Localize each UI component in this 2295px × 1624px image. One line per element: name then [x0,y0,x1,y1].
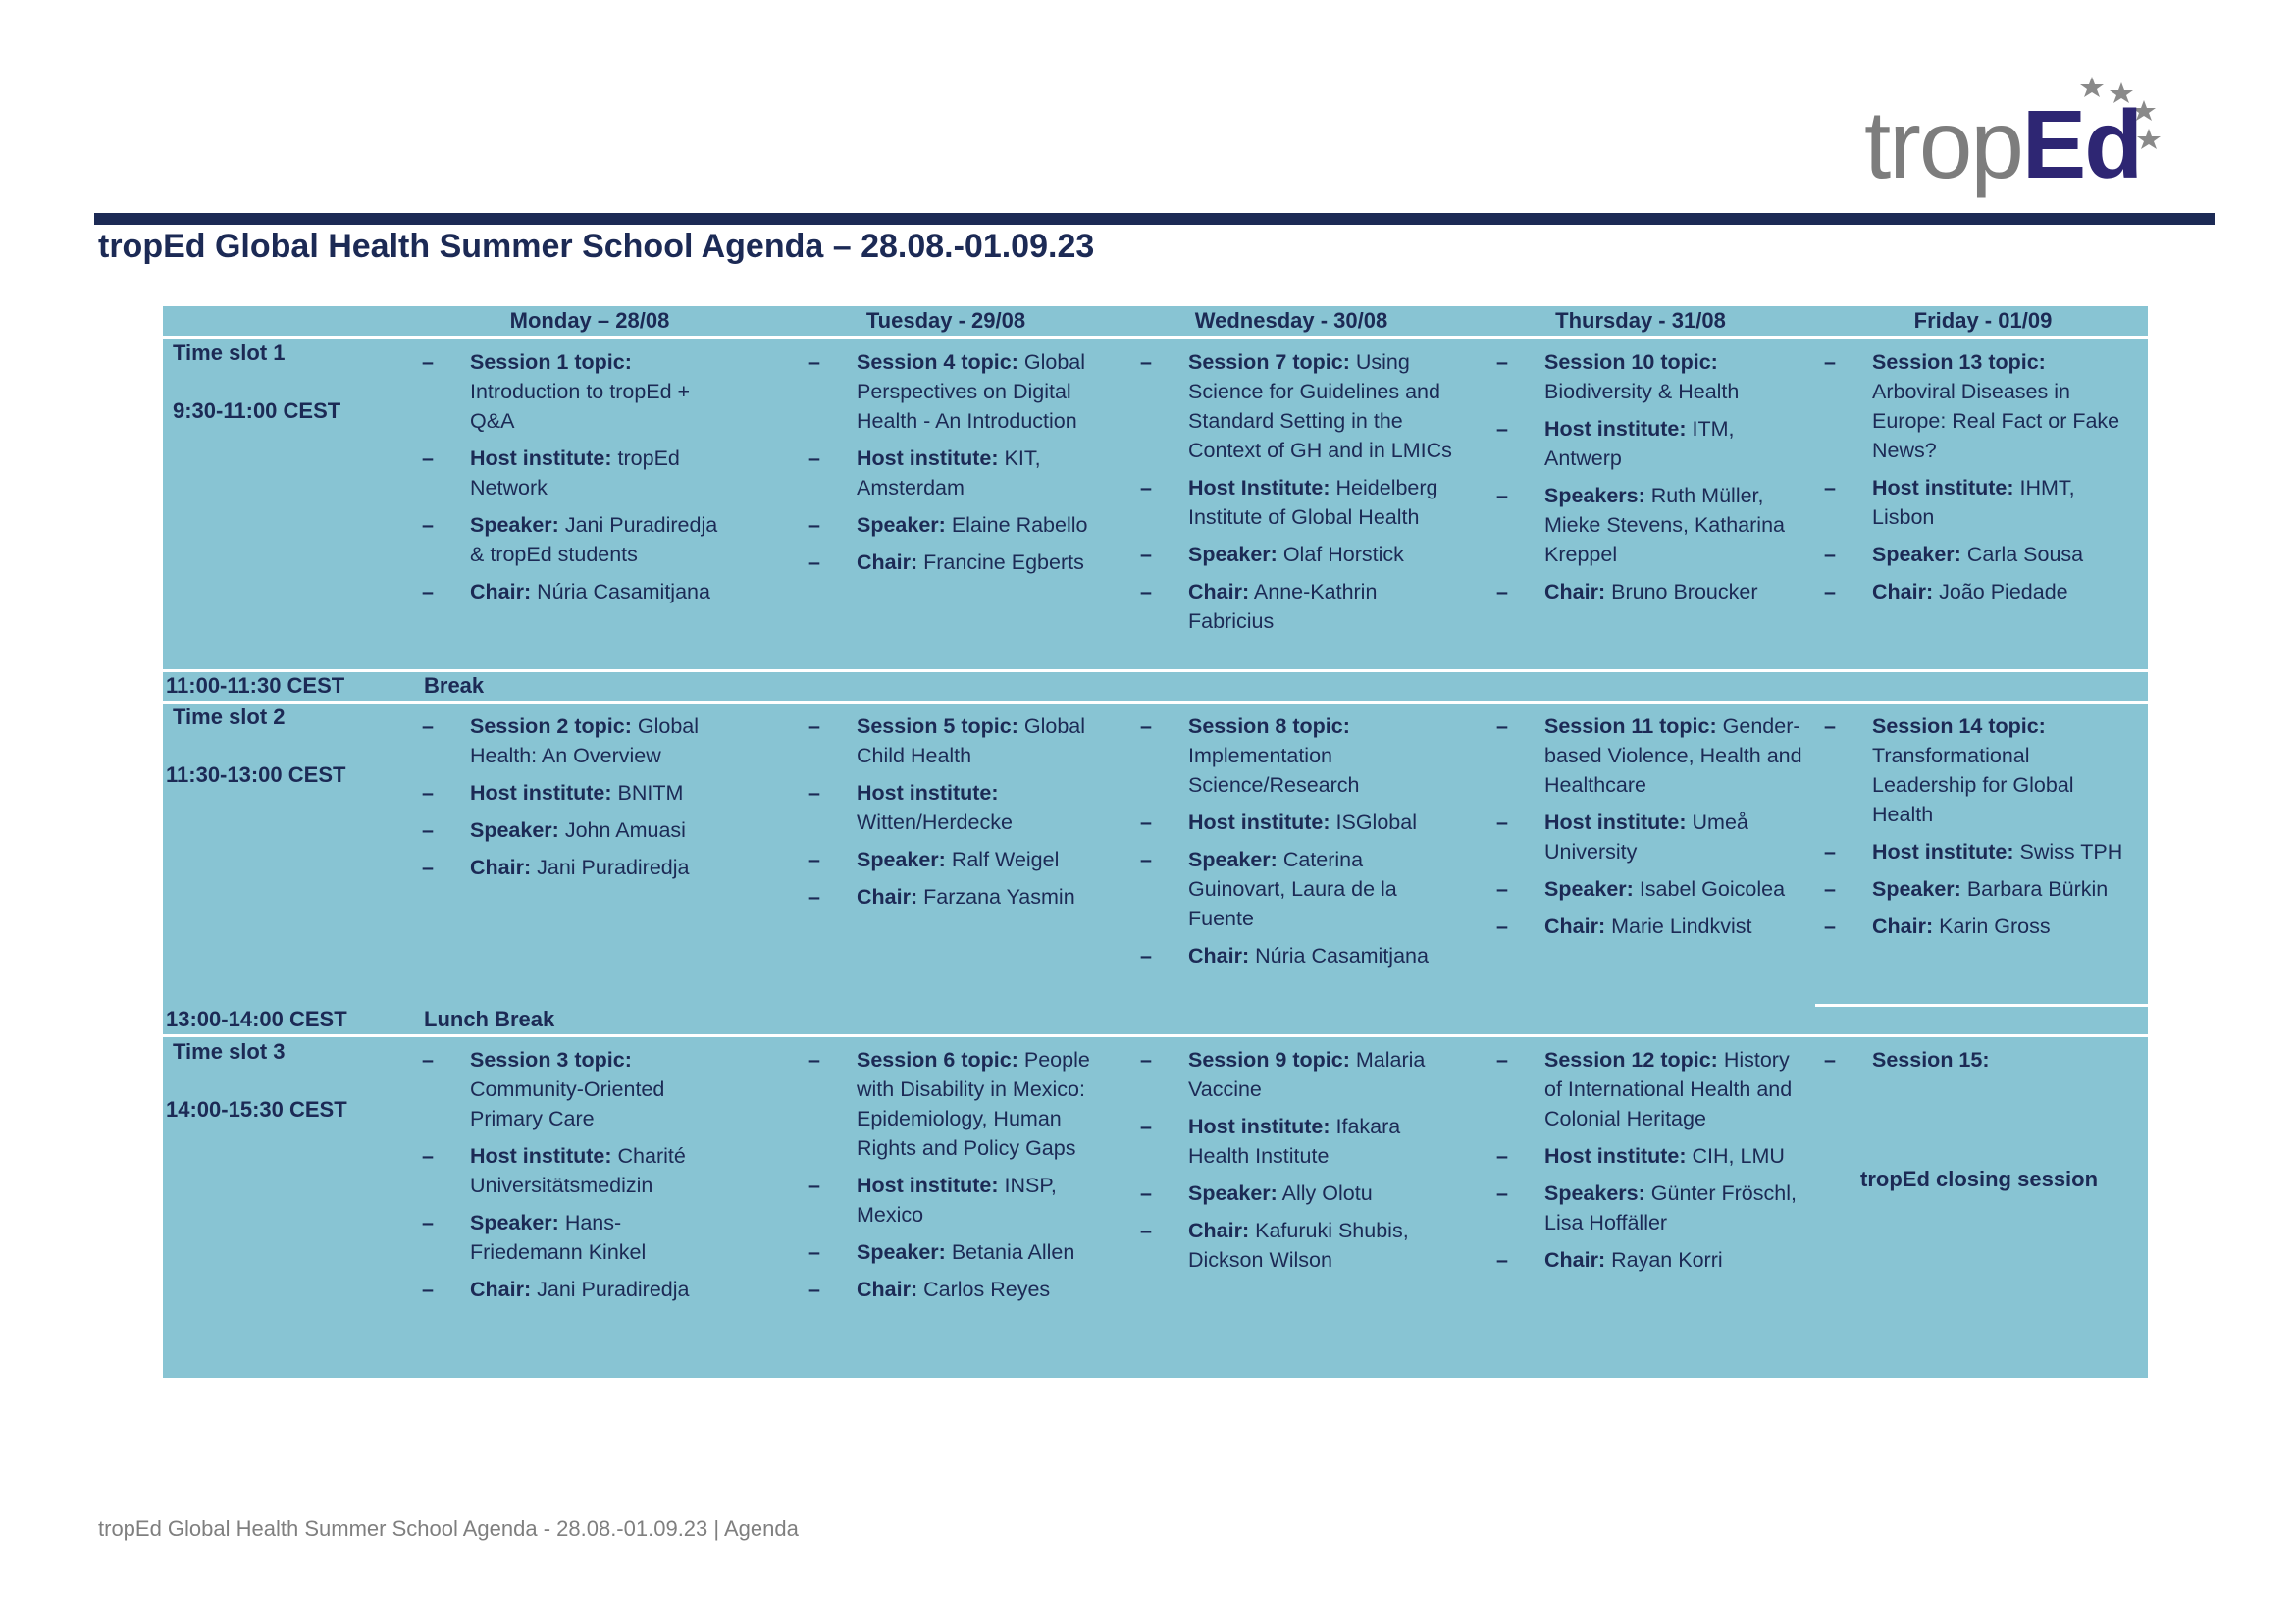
session-entry [1824,540,2133,569]
session-field-label: Chair: [470,856,532,879]
dash-bullet: – [422,856,434,879]
dash-bullet: – [422,580,434,603]
dash-bullet: – [1824,915,1836,938]
session-field-value: CIH, LMU [1692,1144,1785,1168]
session-entry [808,548,1118,577]
dash-bullet: – [1824,350,1836,374]
session-field-value: Marie Lindkvist [1611,915,1752,938]
dash-bullet: – [1140,1219,1152,1242]
session-entry [422,711,731,770]
session-cell-s3-tue [808,1045,1118,1312]
session-field-label: Speaker: [470,818,559,842]
session-field-label: Speaker: [1188,543,1278,566]
session-field-value: Ally Olotu [1281,1181,1373,1205]
session-field-value: Farzana Yasmin [923,885,1075,909]
dash-bullet: – [1824,543,1836,566]
session-field-value: INSP, Mexico [857,1174,1057,1227]
session-field-value: Jani Puradiredja [537,856,690,879]
session-field-value: Arboviral Diseases in Europe: Real Fact or Fake News? [1872,380,2120,462]
dash-bullet: – [1824,877,1836,901]
break-1-time: 11:00-11:30 CEST [166,673,345,698]
session-cell-s2-fri [1824,711,2133,949]
session-field-label: Speaker: [470,513,559,537]
dash-bullet: – [808,714,820,738]
session-field-label: Host institute: [1188,811,1330,834]
session-entry [808,711,1118,770]
session-field-value: Elaine Rabello [951,513,1088,537]
session-field-value: Barbara Bürkin [1966,877,2109,901]
dash-bullet: – [1496,484,1508,507]
session-cell-s1-mon [422,347,731,614]
session-entry [1824,837,2133,866]
slot-3-time: 14:00-15:30 CEST [166,1097,347,1122]
session-field-label: Chair: [470,1278,532,1301]
dash-bullet: – [422,350,434,374]
session-entry [1496,577,1805,606]
session-entry [1496,414,1805,473]
session-field-label: Speakers: [1544,484,1645,507]
dash-bullet: – [1496,1144,1508,1168]
session-field-value: Jani Puradiredja [537,1278,690,1301]
session-field-label: Host institute: [1872,476,2014,499]
break-2-label: Lunch Break [424,1007,555,1031]
day-header-monday: Monday – 28/08 [509,308,670,333]
dash-bullet: – [422,1048,434,1072]
session-entry [1140,1179,1449,1208]
session-entry [422,577,731,606]
dash-bullet: – [808,513,820,537]
dash-bullet: – [1140,1048,1152,1072]
session-field-value: Witten/Herdecke [857,811,1013,834]
session-entry [422,1275,731,1304]
session-entry [808,1275,1118,1304]
session-field-value: Heidelberg Institute of Global Health [1188,476,1438,529]
session-entry [808,1045,1118,1163]
session-entry [1140,845,1449,933]
session-field-label: Speaker: [857,1240,946,1264]
session-field-value: Swiss TPH [2019,840,2123,864]
session-field-label: Host Institute: [1188,476,1330,499]
session-field-label: Speaker: [1872,877,1961,901]
session-field-label: Session 10 topic: [1544,350,1718,374]
session-field-value: Caterina Guinovart, Laura de la Fuente [1188,848,1397,930]
session-entry [808,444,1118,502]
session-entry [1824,577,2133,606]
dash-bullet: – [422,714,434,738]
dash-bullet: – [1496,417,1508,441]
session-entry [1140,473,1466,532]
dash-bullet: – [422,513,434,537]
dash-bullet: – [1140,944,1152,968]
session-field-value: Carlos Reyes [923,1278,1051,1301]
session-entry [1496,1045,1805,1133]
dash-bullet: – [1140,848,1152,871]
session-field-label: Chair: [857,550,918,574]
dash-bullet: – [422,781,434,805]
session-field-label: Speaker: [1872,543,1961,566]
session-field-label: Session 5 topic: [857,714,1018,738]
session-cell-s1-fri [1824,347,2133,614]
session-field-value: Núria Casamitjana [537,580,710,603]
dash-bullet: – [1496,1181,1508,1205]
dash-bullet: – [422,1144,434,1168]
session-field-label: Session 9 topic: [1188,1048,1350,1072]
session-entry [1824,473,2133,532]
session-field-value: Karin Gross [1939,915,2051,938]
dash-bullet: – [808,1278,820,1301]
session-field-value: Introduction to tropEd + Q&A [470,380,691,433]
dash-bullet: – [1496,1048,1508,1072]
session-entry [1140,941,1449,970]
session-field-label: Session 8 topic: [1188,714,1350,738]
session-entry [1140,808,1449,837]
session-field-value: Implementation Science/Research [1188,744,1360,797]
session-field-label: Speaker: [1188,1181,1278,1205]
slot-1-time: 9:30-11:00 CEST [173,398,341,423]
day-header-wednesday: Wednesday - 30/08 [1194,308,1388,333]
session-field-label: Session 11 topic: [1544,714,1717,738]
session-field-value: ITM, Antwerp [1544,417,1735,470]
session-field-label: Session 2 topic: [470,714,632,738]
session-field-label: Speaker: [857,848,946,871]
closing-session-label: tropEd closing session [1860,1167,2099,1191]
session-field-label: Host institute: [857,781,999,805]
session-field-value: Global Child Health [857,714,1086,767]
session-entry [1824,912,2133,941]
dash-bullet: – [1496,811,1508,834]
session-entry [1496,874,1805,904]
dash-bullet: – [1496,714,1508,738]
dash-bullet: – [1140,543,1152,566]
session-field-label: Chair: [470,580,532,603]
session-field-value: History of International Health and Colonial Heritage [1544,1048,1793,1130]
session-entry [808,778,1118,837]
session-field-label: Chair: [1188,1219,1250,1242]
session-field-value: Betania Allen [951,1240,1075,1264]
session-field-value: Charité Universitätsmedizin [470,1144,686,1197]
session-field-label: Host institute: [470,446,612,470]
session-field-value: Rayan Korri [1611,1248,1723,1272]
dash-bullet: – [1824,1048,1836,1072]
session-field-label: Chair: [857,885,918,909]
session-entry [422,347,731,436]
session-field-label: Host institute: [857,446,999,470]
session-entry [1140,1112,1449,1171]
session-entry [1824,874,2133,904]
dash-bullet: – [1140,1181,1152,1205]
session-field-value: People with Disability in Mexico: Epidemiology, Human Rights and Policy Gaps [857,1048,1090,1160]
row-divider [163,336,2148,339]
session-entry [422,815,731,845]
slot-2-time: 11:30-13:00 CEST [166,762,346,787]
session-field-label: Chair: [1544,580,1606,603]
session-field-value: Ralf Weigel [951,848,1060,871]
slot-2-name: Time slot 2 [173,705,286,729]
dash-bullet: – [808,1048,820,1072]
session-entry [422,778,731,808]
session-entry [422,510,731,569]
dash-bullet: – [1140,580,1152,603]
session-field-label: Speaker: [1544,877,1634,901]
session-entry [1140,1045,1449,1104]
session-cell-s1-wed [1140,347,1466,644]
session-field-value: Hans-Friedemann Kinkel [470,1211,647,1264]
session-field-label: Speakers: [1544,1181,1645,1205]
session-field-value: Transformational Leadership for Global Health [1872,744,2074,826]
session-cell-s2-tue [808,711,1118,919]
session-field-value: Anne-Kathrin Fabricius [1188,580,1378,633]
page-title: tropEd Global Health Summer School Agenda – 28.08.-01.09.23 [98,228,1095,265]
session-field-value: Using Science for Guidelines and Standard Setting in the Context of GH and in LMICs [1188,350,1452,462]
session-cell-s1-tue [808,347,1118,585]
dash-bullet: – [1496,915,1508,938]
dash-bullet: – [1140,1115,1152,1138]
session-field-value: Ifakara Health Institute [1188,1115,1401,1168]
session-field-label: Host institute: [470,1144,612,1168]
dash-bullet: – [1496,580,1508,603]
dash-bullet: – [1140,811,1152,834]
day-header-friday: Friday - 01/09 [1913,308,2053,333]
session-field-label: Speaker: [857,513,946,537]
session-entry [1496,1141,1805,1171]
session-entry [422,1208,731,1267]
session-entry [422,1141,731,1200]
session-field-label: Session 15: [1872,1048,1990,1072]
session-field-value: Olaf Horstick [1282,543,1404,566]
row-divider [1815,1004,2148,1007]
session-entry [1824,347,2133,465]
session-field-label: Host institute: [1872,840,2014,864]
session-field-value: Jani Puradiredja & tropEd students [470,513,718,566]
session-cell-s2-wed [1140,711,1449,978]
session-entry [1496,481,1805,569]
dash-bullet: – [422,1278,434,1301]
session-field-label: Session 7 topic: [1188,350,1350,374]
session-field-value: Community-Oriented Primary Care [470,1077,665,1130]
slot-1-name: Time slot 1 [173,341,286,365]
session-entry [808,347,1118,436]
session-field-value: Bruno Broucker [1611,580,1758,603]
session-field-value: Isabel Goicolea [1639,877,1786,901]
session-entry [1496,347,1805,406]
dash-bullet: – [1824,476,1836,499]
dash-bullet: – [808,1240,820,1264]
session-field-value: Kafuruki Shubis, Dickson Wilson [1188,1219,1409,1272]
session-field-value: João Piedade [1939,580,2068,603]
session-cell-s3-wed [1140,1045,1449,1283]
session-field-label: Chair: [1544,1248,1606,1272]
dash-bullet: – [1824,714,1836,738]
troped-logo [1864,67,2188,204]
session-field-label: Chair: [1188,944,1250,968]
session-cell-s2-thu [1496,711,1805,949]
session-field-label: Session 3 topic: [470,1048,632,1072]
session-entry [1496,711,1805,800]
session-field-label: Chair: [1188,580,1250,603]
break-1-label: Break [424,673,485,698]
session-field-value: Global Health: An Overview [470,714,700,767]
session-field-label: Chair: [1872,915,1934,938]
session-cell-s3-thu [1496,1045,1805,1283]
session-field-value: tropEd Network [470,446,680,499]
dash-bullet: – [808,1174,820,1197]
logo-wordmark: tropEd [1864,90,2142,198]
session-field-value: IHMT, Lisbon [1872,476,2075,529]
dash-bullet: – [422,1211,434,1234]
session-field-value: Malaria Vaccine [1188,1048,1426,1101]
session-entry [1140,1216,1449,1275]
session-entry [422,853,731,882]
session-field-label: Chair: [1544,915,1606,938]
session-entry [1824,711,2133,829]
dash-bullet: – [808,885,820,909]
session-field-label: Chair: [857,1278,918,1301]
session-field-value: Ruth Müller, Mieke Stevens, Katharina Kreppel [1544,484,1785,566]
session-field-label: Session 1 topic: [470,350,632,374]
session-field-label: Session 4 topic: [857,350,1018,374]
dash-bullet: – [1140,350,1152,374]
session-field-label: Speaker: [470,1211,559,1234]
session-entry [1824,1045,2133,1074]
session-field-value: Umeå University [1544,811,1748,864]
header-rule [94,213,2215,225]
session-entry [808,510,1118,540]
day-header-thursday: Thursday - 31/08 [1555,308,1726,333]
session-entry [1496,1179,1805,1237]
session-entry [1140,540,1466,569]
session-field-label: Host institute: [1544,811,1687,834]
session-field-value: BNITM [617,781,684,805]
session-field-label: Host institute: [1188,1115,1330,1138]
session-field-label: Host institute: [1544,1144,1687,1168]
session-field-label: Session 6 topic: [857,1048,1018,1072]
session-entry [1496,912,1805,941]
session-cell-s3-fri [1824,1045,2133,1082]
session-entry [1140,347,1466,465]
session-entry [808,845,1118,874]
session-cell-s3-mon [422,1045,731,1312]
session-field-label: Host institute: [470,781,612,805]
dash-bullet: – [808,848,820,871]
session-entry [1496,1245,1805,1275]
session-field-label: Session 14 topic: [1872,714,2046,738]
agenda-table [163,306,2148,1378]
session-cell-s1-thu [1496,347,1805,614]
session-entry [808,1237,1118,1267]
session-field-value: Biodiversity & Health [1544,380,1740,403]
dash-bullet: – [1140,714,1152,738]
dash-bullet: – [422,818,434,842]
session-field-label: Chair: [1872,580,1934,603]
session-entry [1140,711,1449,800]
session-field-label: Session 12 topic: [1544,1048,1718,1072]
dash-bullet: – [808,350,820,374]
session-entry [1140,577,1466,636]
session-field-value: Carla Sousa [1966,543,2084,566]
day-header-tuesday: Tuesday - 29/08 [865,308,1026,333]
session-field-value: Núria Casamitjana [1255,944,1429,968]
dash-bullet: – [1824,580,1836,603]
page-footer: tropEd Global Health Summer School Agenda - 28.08.-01.09.23 | Agenda [98,1516,799,1541]
session-field-value: Gender-based Violence, Health and Healthcare [1544,714,1802,797]
dash-bullet: – [1496,350,1508,374]
session-field-value: Global Perspectives on Digital Health - An Introduction [857,350,1086,433]
session-entry [422,444,731,502]
session-entry [422,1045,731,1133]
dash-bullet: – [1496,1248,1508,1272]
dash-bullet: – [808,550,820,574]
session-field-label: Speaker: [1188,848,1278,871]
session-cell-s2-mon [422,711,731,890]
session-entry [808,882,1118,912]
dash-bullet: – [1824,840,1836,864]
session-field-value: ISGlobal [1335,811,1417,834]
break-2-time: 13:00-14:00 CEST [166,1007,347,1031]
session-entry [1496,808,1805,866]
session-field-value: Francine Egberts [923,550,1084,574]
dash-bullet: – [1496,877,1508,901]
session-field-value: Günter Fröschl, Lisa Hoffäller [1544,1181,1797,1234]
dash-bullet: – [808,781,820,805]
session-field-value: John Amuasi [564,818,686,842]
session-entry [808,1171,1118,1230]
slot-3-name: Time slot 3 [173,1039,286,1064]
session-field-value: KIT, Amsterdam [857,446,1041,499]
session-field-label: Host institute: [857,1174,999,1197]
dash-bullet: – [808,446,820,470]
session-field-label: Session 13 topic: [1872,350,2046,374]
session-field-label: Host institute: [1544,417,1687,441]
dash-bullet: – [422,446,434,470]
dash-bullet: – [1140,476,1152,499]
